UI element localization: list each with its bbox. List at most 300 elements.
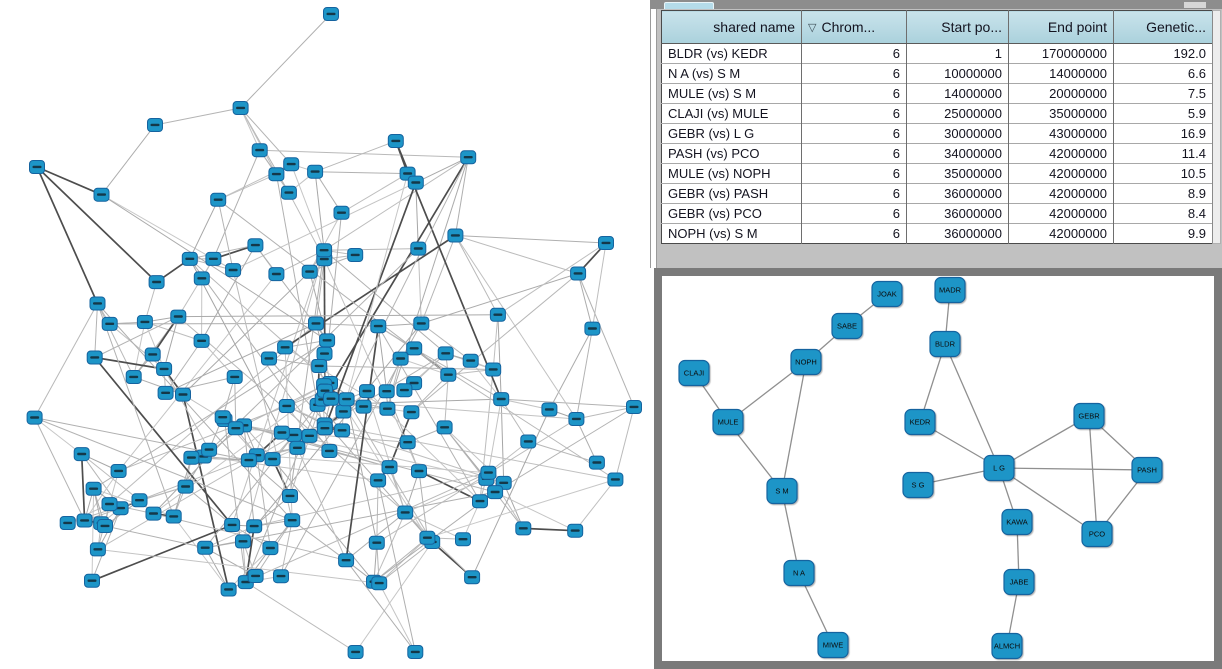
network-node[interactable]: [278, 341, 293, 354]
node-label: [268, 458, 277, 460]
node-label: MULE: [717, 417, 739, 427]
network-node[interactable]: [90, 543, 105, 556]
network-node[interactable]: [290, 441, 305, 454]
network-node[interactable]: [521, 435, 536, 448]
network-node[interactable]: [679, 361, 709, 386]
table-cell: 6: [802, 124, 907, 144]
network-node[interactable]: [111, 465, 126, 478]
network-edge: [35, 418, 85, 521]
network-node[interactable]: [339, 554, 354, 567]
network-node[interactable]: [568, 524, 583, 537]
network-node[interactable]: [279, 400, 294, 413]
network-node[interactable]: [27, 411, 42, 424]
network-node[interactable]: [262, 352, 277, 365]
network-node[interactable]: [248, 239, 263, 252]
network-node[interactable]: [461, 151, 476, 164]
network-node[interactable]: [148, 119, 163, 132]
network-node[interactable]: [585, 322, 600, 335]
node-label: [401, 511, 410, 513]
node-label: [129, 376, 138, 378]
node-label: [305, 435, 314, 437]
network-node[interactable]: [388, 135, 403, 148]
table-cell: 34000000: [907, 144, 1009, 164]
node-label: [30, 416, 39, 418]
network-node[interactable]: [441, 368, 456, 381]
node-label: [459, 538, 468, 540]
network-node[interactable]: [308, 165, 323, 178]
network-edge: [379, 583, 415, 652]
network-node[interactable]: [227, 371, 242, 384]
network-node[interactable]: [166, 510, 181, 523]
network-node[interactable]: [832, 314, 862, 339]
table-cell: 14000000: [1009, 64, 1114, 84]
network-node[interactable]: [356, 400, 371, 413]
node-label: [236, 107, 245, 109]
table-cell: 36000000: [907, 184, 1009, 204]
network-node[interactable]: [397, 384, 412, 397]
node-label: [151, 124, 160, 126]
network-node[interactable]: [206, 252, 221, 265]
network-node[interactable]: [157, 363, 172, 376]
node-label: [499, 482, 508, 484]
network-node[interactable]: [382, 461, 397, 474]
node-label: [396, 357, 405, 359]
network-node[interactable]: [312, 360, 327, 373]
network-node[interactable]: [215, 411, 230, 424]
network-node[interactable]: [463, 354, 478, 367]
small-network-canvas[interactable]: [662, 276, 1214, 661]
table-row[interactable]: [662, 164, 1213, 184]
node-label: [444, 374, 453, 376]
network-node[interactable]: [269, 268, 284, 281]
network-edge: [576, 407, 634, 419]
table-row[interactable]: [662, 84, 1213, 104]
node-label: [197, 277, 206, 279]
node-label: [277, 431, 286, 433]
network-node[interactable]: [221, 583, 236, 596]
node-label: [423, 537, 432, 539]
table-cell: 6: [802, 64, 907, 84]
network-node[interactable]: [404, 406, 419, 419]
network-edge: [615, 407, 634, 480]
table-cell: GEBR (vs) PCO: [662, 204, 802, 224]
node-label: PASH: [1137, 465, 1157, 475]
network-node[interactable]: [30, 161, 45, 174]
network-edge: [260, 150, 469, 157]
network-node[interactable]: [322, 445, 337, 458]
table-cell: GEBR (vs) PASH: [662, 184, 802, 204]
network-edge: [342, 174, 408, 213]
table-cell: 10.5: [1114, 164, 1213, 184]
network-node[interactable]: [285, 514, 300, 527]
node-label: [160, 368, 169, 370]
node-label: [105, 323, 114, 325]
network-node[interactable]: [542, 403, 557, 416]
node-label: [382, 390, 391, 392]
network-node[interactable]: [1082, 522, 1112, 547]
network-node[interactable]: [198, 541, 213, 554]
network-node[interactable]: [281, 186, 296, 199]
network-node[interactable]: [407, 342, 422, 355]
network-node[interactable]: [74, 448, 89, 461]
network-node[interactable]: [302, 429, 317, 442]
node-label: [255, 149, 264, 151]
node-label: [265, 357, 274, 359]
node-label: JABE: [1009, 577, 1029, 587]
node-label: [90, 356, 99, 358]
network-node[interactable]: [176, 388, 191, 401]
network-node[interactable]: [380, 402, 395, 415]
network-node[interactable]: [324, 8, 339, 21]
network-node[interactable]: [309, 317, 324, 330]
node-label: [476, 500, 485, 502]
node-label: [169, 515, 178, 517]
network-edge: [455, 236, 578, 274]
table-cell: 35000000: [1009, 104, 1114, 124]
node-label: [602, 242, 611, 244]
table-cell: 25000000: [907, 104, 1009, 124]
network-edge: [315, 172, 408, 174]
network-edge: [455, 236, 606, 244]
table-row[interactable]: [662, 104, 1213, 124]
table-row[interactable]: [662, 44, 1213, 64]
table-cell: 170000000: [1009, 44, 1114, 64]
network-node[interactable]: [302, 265, 317, 278]
network-node[interactable]: [60, 517, 75, 530]
network-edge: [488, 399, 501, 473]
network-node[interactable]: [420, 531, 435, 544]
network-edge: [102, 125, 156, 195]
network-node[interactable]: [202, 443, 217, 456]
table-cell: 8.9: [1114, 184, 1213, 204]
network-node[interactable]: [400, 436, 415, 449]
network-node[interactable]: [791, 350, 821, 375]
network-node[interactable]: [408, 176, 423, 189]
network-edge: [178, 315, 498, 317]
node-label: [239, 540, 248, 542]
node-label: [231, 427, 240, 429]
table-row[interactable]: [662, 64, 1213, 84]
network-edge: [782, 362, 806, 491]
node-label: [351, 254, 360, 256]
network-node[interactable]: [348, 646, 363, 659]
network-edge: [190, 245, 256, 259]
network-node[interactable]: [905, 410, 935, 435]
node-label: [411, 651, 420, 653]
node-label: [224, 588, 233, 590]
network-node[interactable]: [336, 405, 351, 418]
network-node[interactable]: [87, 351, 102, 364]
node-label: MIWE: [822, 640, 844, 650]
network-edge: [297, 448, 346, 560]
node-label: [372, 542, 381, 544]
network-node[interactable]: [283, 490, 298, 503]
network-node[interactable]: [247, 520, 262, 533]
network-edge: [379, 542, 432, 583]
table-row[interactable]: [662, 184, 1213, 204]
network-node[interactable]: [379, 385, 394, 398]
network-node[interactable]: [284, 158, 299, 171]
network-node[interactable]: [818, 633, 848, 658]
node-label: [105, 503, 114, 505]
node-label: [375, 582, 384, 584]
node-label: [266, 547, 275, 549]
network-node[interactable]: [437, 421, 452, 434]
node-label: [410, 347, 419, 349]
table-scrollbar[interactable]: [1212, 10, 1221, 244]
network-node[interactable]: [126, 371, 141, 384]
network-node[interactable]: [784, 561, 814, 586]
network-node[interactable]: [194, 334, 209, 347]
node-label: [63, 522, 72, 524]
network-node[interactable]: [132, 494, 147, 507]
network-node[interactable]: [473, 495, 488, 508]
network-node[interactable]: [935, 278, 965, 303]
table-cell: PASH (vs) PCO: [662, 144, 802, 164]
network-node[interactable]: [369, 536, 384, 549]
column-header-end-point[interactable]: End point: [1009, 11, 1114, 44]
network-node[interactable]: [211, 193, 226, 206]
network-node[interactable]: [456, 533, 471, 546]
network-node[interactable]: [992, 634, 1022, 659]
node-label: [493, 314, 502, 316]
network-node[interactable]: [589, 456, 604, 469]
table-cell: 8.4: [1114, 204, 1213, 224]
node-label: [197, 340, 206, 342]
network-node[interactable]: [182, 252, 197, 265]
network-node[interactable]: [269, 168, 284, 181]
network-node[interactable]: [372, 577, 387, 590]
table-cell: 5.9: [1114, 104, 1213, 124]
network-node[interactable]: [252, 144, 267, 157]
node-label: KAWA: [1006, 517, 1028, 527]
network-node[interactable]: [85, 574, 100, 587]
table-cell: 1: [907, 44, 1009, 64]
table-row[interactable]: [662, 124, 1213, 144]
network-node[interactable]: [398, 506, 413, 519]
network-node[interactable]: [490, 308, 505, 321]
table-cell: 42000000: [1009, 164, 1114, 184]
column-header-start-point[interactable]: Start po...: [907, 11, 1009, 44]
network-node[interactable]: [488, 486, 503, 499]
table-cell: 14000000: [907, 84, 1009, 104]
network-node[interactable]: [225, 519, 240, 532]
node-label: [630, 406, 639, 408]
network-node[interactable]: [371, 474, 386, 487]
network-node[interactable]: [411, 242, 426, 255]
network-node[interactable]: [713, 410, 743, 435]
network-node[interactable]: [146, 507, 161, 520]
node-label: [466, 359, 475, 361]
table-cell: 6: [802, 204, 907, 224]
table-cell: 6: [802, 104, 907, 124]
network-node[interactable]: [438, 347, 453, 360]
table-cell: N A (vs) S M: [662, 64, 802, 84]
network-node[interactable]: [241, 454, 256, 467]
node-label: [363, 390, 372, 392]
network-node[interactable]: [903, 473, 933, 498]
network-node[interactable]: [984, 456, 1014, 481]
network-node[interactable]: [448, 229, 463, 242]
node-label: [161, 392, 170, 394]
network-node[interactable]: [1132, 458, 1162, 483]
table-row[interactable]: [662, 224, 1213, 244]
network-node[interactable]: [102, 498, 117, 511]
node-label: [588, 327, 597, 329]
node-label: [93, 548, 102, 550]
network-node[interactable]: [86, 482, 101, 495]
network-node[interactable]: [1004, 570, 1034, 595]
network-node[interactable]: [608, 473, 623, 486]
node-label: [414, 247, 423, 249]
network-node[interactable]: [145, 348, 160, 361]
node-label: [140, 321, 149, 323]
table-cell: 42000000: [1009, 144, 1114, 164]
network-edge: [235, 377, 236, 428]
table-tab[interactable]: [664, 2, 714, 9]
network-node[interactable]: [171, 310, 186, 323]
network-node[interactable]: [335, 424, 350, 437]
node-label: [571, 529, 580, 531]
network-node[interactable]: [465, 571, 480, 584]
network-edge: [378, 326, 386, 391]
table-row[interactable]: [662, 204, 1213, 224]
node-label: [323, 339, 332, 341]
network-node[interactable]: [236, 535, 251, 548]
network-edge: [246, 582, 356, 652]
node-label: [403, 172, 412, 174]
network-node[interactable]: [339, 393, 354, 406]
node-label: CLAJI: [683, 368, 705, 378]
node-label: S M: [775, 486, 789, 496]
network-node[interactable]: [149, 276, 164, 289]
node-label: [281, 346, 290, 348]
network-edge: [164, 317, 178, 369]
network-node[interactable]: [599, 237, 614, 250]
network-edge: [455, 236, 576, 420]
network-node[interactable]: [102, 317, 117, 330]
node-label: [80, 519, 89, 521]
attribute-table: [661, 10, 1213, 244]
node-label: [441, 352, 450, 354]
network-node[interactable]: [317, 347, 332, 360]
table-row[interactable]: [662, 144, 1213, 164]
node-label: [321, 390, 330, 392]
node-label: [287, 163, 296, 165]
table-cell: 6.6: [1114, 64, 1213, 84]
node-label: [468, 576, 477, 578]
network-node[interactable]: [137, 316, 152, 329]
column-header-chromosome[interactable]: [802, 11, 907, 44]
node-label: S G: [911, 480, 925, 490]
network-edge: [472, 410, 549, 578]
network-node[interactable]: [274, 426, 289, 439]
network-node[interactable]: [486, 363, 501, 376]
network-node[interactable]: [627, 401, 642, 414]
secondary-network-background[interactable]: [662, 276, 1214, 661]
table-cell: GEBR (vs) L G: [662, 124, 802, 144]
node-label: KEDR: [909, 417, 931, 427]
node-label: [440, 426, 449, 428]
network-node[interactable]: [408, 646, 423, 659]
network-node[interactable]: [194, 272, 209, 285]
network-node[interactable]: [317, 422, 332, 435]
node-label: [574, 272, 583, 274]
table-cell: 43000000: [1009, 124, 1114, 144]
panel-edge-strip: [650, 9, 657, 269]
network-edge: [377, 480, 378, 542]
network-node[interactable]: [263, 542, 278, 555]
network-node[interactable]: [90, 297, 105, 310]
column-header-shared-name[interactable]: shared name: [662, 11, 802, 44]
network-node[interactable]: [412, 465, 427, 478]
network-node[interactable]: [348, 249, 363, 262]
network-node[interactable]: [371, 320, 386, 333]
network-node[interactable]: [265, 453, 280, 466]
node-label: ALMCH: [993, 641, 1021, 651]
network-node[interactable]: [226, 264, 241, 277]
network-edge: [190, 200, 218, 259]
network-node[interactable]: [77, 514, 92, 527]
filter-icon[interactable]: ▽: [808, 22, 817, 34]
column-header-genetic[interactable]: Genetic...: [1114, 11, 1213, 44]
network-node[interactable]: [767, 479, 797, 504]
network-node[interactable]: [324, 392, 339, 405]
network-edge: [92, 489, 94, 581]
network-node[interactable]: [569, 413, 584, 426]
network-node[interactable]: [516, 522, 531, 535]
network-node[interactable]: [248, 570, 263, 583]
node-label: [179, 393, 188, 395]
network-node[interactable]: [872, 282, 902, 307]
network-node[interactable]: [571, 267, 586, 280]
network-edge: [1089, 416, 1097, 534]
network-node[interactable]: [1002, 510, 1032, 535]
network-node[interactable]: [158, 386, 173, 399]
network-node[interactable]: [334, 206, 349, 219]
network-node[interactable]: [481, 466, 496, 479]
node-label: [464, 156, 473, 158]
network-node[interactable]: [360, 385, 375, 398]
node-label: [374, 479, 383, 481]
node-label: [185, 258, 194, 260]
network-node[interactable]: [1074, 404, 1104, 429]
node-label: [338, 429, 347, 431]
network-node[interactable]: [393, 352, 408, 365]
network-node[interactable]: [184, 451, 199, 464]
node-label: [101, 525, 110, 527]
network-node[interactable]: [94, 188, 109, 201]
network-node[interactable]: [233, 102, 248, 115]
network-node[interactable]: [228, 422, 243, 435]
network-node[interactable]: [494, 393, 509, 406]
network-edge: [999, 468, 1147, 470]
table-cell: 16.9: [1114, 124, 1213, 144]
node-label: [181, 485, 190, 487]
network-node[interactable]: [320, 334, 335, 347]
panel-corner-tab: [1184, 2, 1206, 8]
network-edge: [501, 399, 504, 483]
network-node[interactable]: [178, 480, 193, 493]
table-cell: 42000000: [1009, 204, 1114, 224]
network-node[interactable]: [930, 332, 960, 357]
network-node[interactable]: [98, 520, 113, 533]
node-label: [88, 580, 97, 582]
network-node[interactable]: [414, 317, 429, 330]
network-node[interactable]: [274, 570, 289, 583]
network-node[interactable]: [317, 244, 332, 257]
node-label: SABE: [836, 321, 858, 331]
